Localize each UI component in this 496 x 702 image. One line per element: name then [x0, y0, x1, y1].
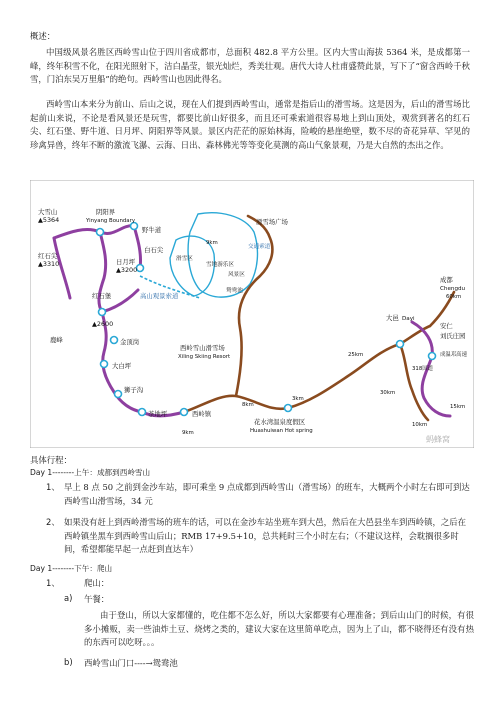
item2-text: 如果没有赶上到西岭滑雪场的班车的话，可以在金沙车站坐班车到大邑，然后在大邑县坐车到西岭镇，之后在西岭镇坐黑车到西岭雪山后山；RMB 17+9.5+10，总共耗时三个小时左右；（不建议这样，会耽搁很多时间，希望都能早起一点赶到直达车） [64, 517, 466, 555]
label-gaoshan-cableway: 高山观景索道 [140, 292, 179, 300]
day1-morning-heading: Day 1--------上午：成都到西岭雪山 [30, 468, 151, 477]
label-huashuiwan-cn: 花水湾温泉度假区 [254, 418, 306, 426]
map-watermark: 蚂蜂窝 [426, 435, 450, 444]
label-daxueshan: 大雪山 [38, 208, 58, 216]
label-liu-manor: 刘氏庄园 [440, 332, 466, 340]
label-hongshijian-alt: ▲3310 [38, 260, 60, 268]
label-riyueping-alt: ▲3200 [116, 266, 138, 274]
sub-b-text: 西岭雪山门口----→鸳鸯池 [84, 658, 178, 668]
label-ski-area: 滑雪区 [176, 256, 193, 262]
label-yinyangjie: 阴阳界 [96, 208, 116, 216]
label-chengdu-en: Chengdu [440, 286, 466, 292]
label-hongshijian: 红石尖 [38, 252, 58, 260]
label-yeniudao: 野牛道 [142, 226, 162, 234]
label-distance-9km-bottom: 9km [182, 430, 194, 436]
sub-a-number: a) [64, 593, 73, 603]
intro-paragraph-1: 中国级风景名胜区西岭雪山位于四川省成都市，总面积 482.8 平方公里。区内大雪山海拔 5364 米，是成都第一峰，终年积雪不化，在阳光照射下，洁白晶莹，银光灿烂，秀美壮观。唐代大诗人杜甫盛赞此景，写下了“窗含西岭千秋雪，门泊东吴万里船”的绝句。西岭雪山也因此得名。 [30, 47, 470, 85]
label-chengdu-cn: 成都 [440, 276, 453, 284]
label-ski-resort-en: Xiling Skiing Resort [178, 354, 231, 360]
item1-text: 早上 8 点 50 之前到金沙车站，即可乘坐 9 点成都到西岭雪山（滑雪场）的班车，大概两个小时左右即可到达西岭雪山滑雪场，34 元 [64, 482, 470, 506]
label-distance-15km: 15km [450, 404, 466, 410]
label-daxueshan-alt: ▲5364 [38, 216, 60, 224]
label-dabaiping: 大白坪 [112, 362, 132, 370]
label-jindinggang: 金顶岗 [120, 338, 140, 346]
sub-a-text: 午餐： [84, 594, 110, 604]
item2-number: 2、 [46, 517, 60, 527]
label-xilingzhen: 西岭镇 [192, 410, 212, 418]
label-snow-play-area: 雪地游乐区 [206, 262, 234, 268]
sub-b-number: b) [64, 657, 73, 667]
label-riyueping: 日月坪 [116, 258, 136, 266]
label-shizigou: 狮子沟 [124, 386, 144, 394]
label-huashuiwan-en: Huashuiwan Hot spring [250, 428, 313, 434]
day1-afternoon-heading: Day 1--------下午：爬山 [30, 564, 113, 573]
itinerary-heading: 具体行程： [30, 455, 72, 465]
label-chadiping: 茶地坪 [148, 410, 168, 418]
label-hongshibao-alt: ▲2600 [92, 320, 114, 328]
label-ski-resort-cn: 西岭雪山滑雪场 [180, 344, 225, 352]
label-lulingfeng: 鹿峰 [50, 336, 63, 344]
label-distance-25km: 25km [348, 352, 364, 358]
label-yuanyang-lake: 鸳鸯池 [226, 288, 243, 294]
label-distance-30km: 30km [380, 390, 396, 396]
label-road-318: 318国道 [412, 366, 434, 372]
label-dayi-en: Dayi [402, 316, 415, 322]
label-distance-9km-top: 9km [206, 240, 218, 246]
intro-paragraph-2: 西岭雪山本来分为前山、后山之说，现在人们提到西岭雪山，通常是指后山的滑雪场。这是因为，后山的滑雪场比起前山来说，不论是看风景还是玩雪，都要比前山好很多，而且还可乘索道很容易地上到山顶处，观赏到著名的红石尖、红石堡、野牛道、日月坪、阴阳界等风景。景区内茫茫的原始林海，险峻的悬崖绝壁，数不尽的奇花异草、罕见的珍禽异兽，终年不断的激流飞瀑、云海、日出、森林佛光等等变化莫测的高山气象景观，乃是大自然的杰出之作。 [30, 99, 470, 150]
label-ski-plaza: 滑雪场广场 [256, 218, 288, 226]
label-distance-60km: 60km [446, 294, 462, 300]
overview-heading: 概述： [30, 31, 56, 41]
sub1-text: 爬山： [84, 578, 110, 588]
label-dayi-cn: 大邑 [386, 314, 399, 322]
label-baishijian: 白石尖 [144, 246, 164, 254]
xiling-route-map [30, 180, 474, 448]
label-distance-8km: 8km [242, 402, 254, 408]
label-traffic-cableway: 交通索道 [248, 244, 271, 250]
label-hongshibao: 红石堡 [92, 292, 112, 300]
label-yinyangjie-en: Yinyang Boundary [86, 218, 136, 224]
label-distance-10km: 10km [412, 422, 428, 428]
sub1-number: 1、 [46, 578, 60, 588]
label-road-chengwenqiong: 成温邛高速 [440, 352, 467, 358]
label-scenic-area: 风景区 [228, 272, 245, 278]
item1-number: 1、 [46, 482, 60, 492]
sub-a-description: 由于登山，所以大家都懂的，吃住都不怎么好，所以大家都要有心理准备；到后山山门的时候，有很多小摊贩，卖一些油炸土豆、烧烤之类的，建议大家在这里简单吃点，因为上了山，都不晓得还有没有热的东西可以吃呀。。。 [84, 610, 474, 648]
label-distance-3km: 3km [292, 396, 304, 402]
label-anren: 安仁 [440, 322, 453, 330]
